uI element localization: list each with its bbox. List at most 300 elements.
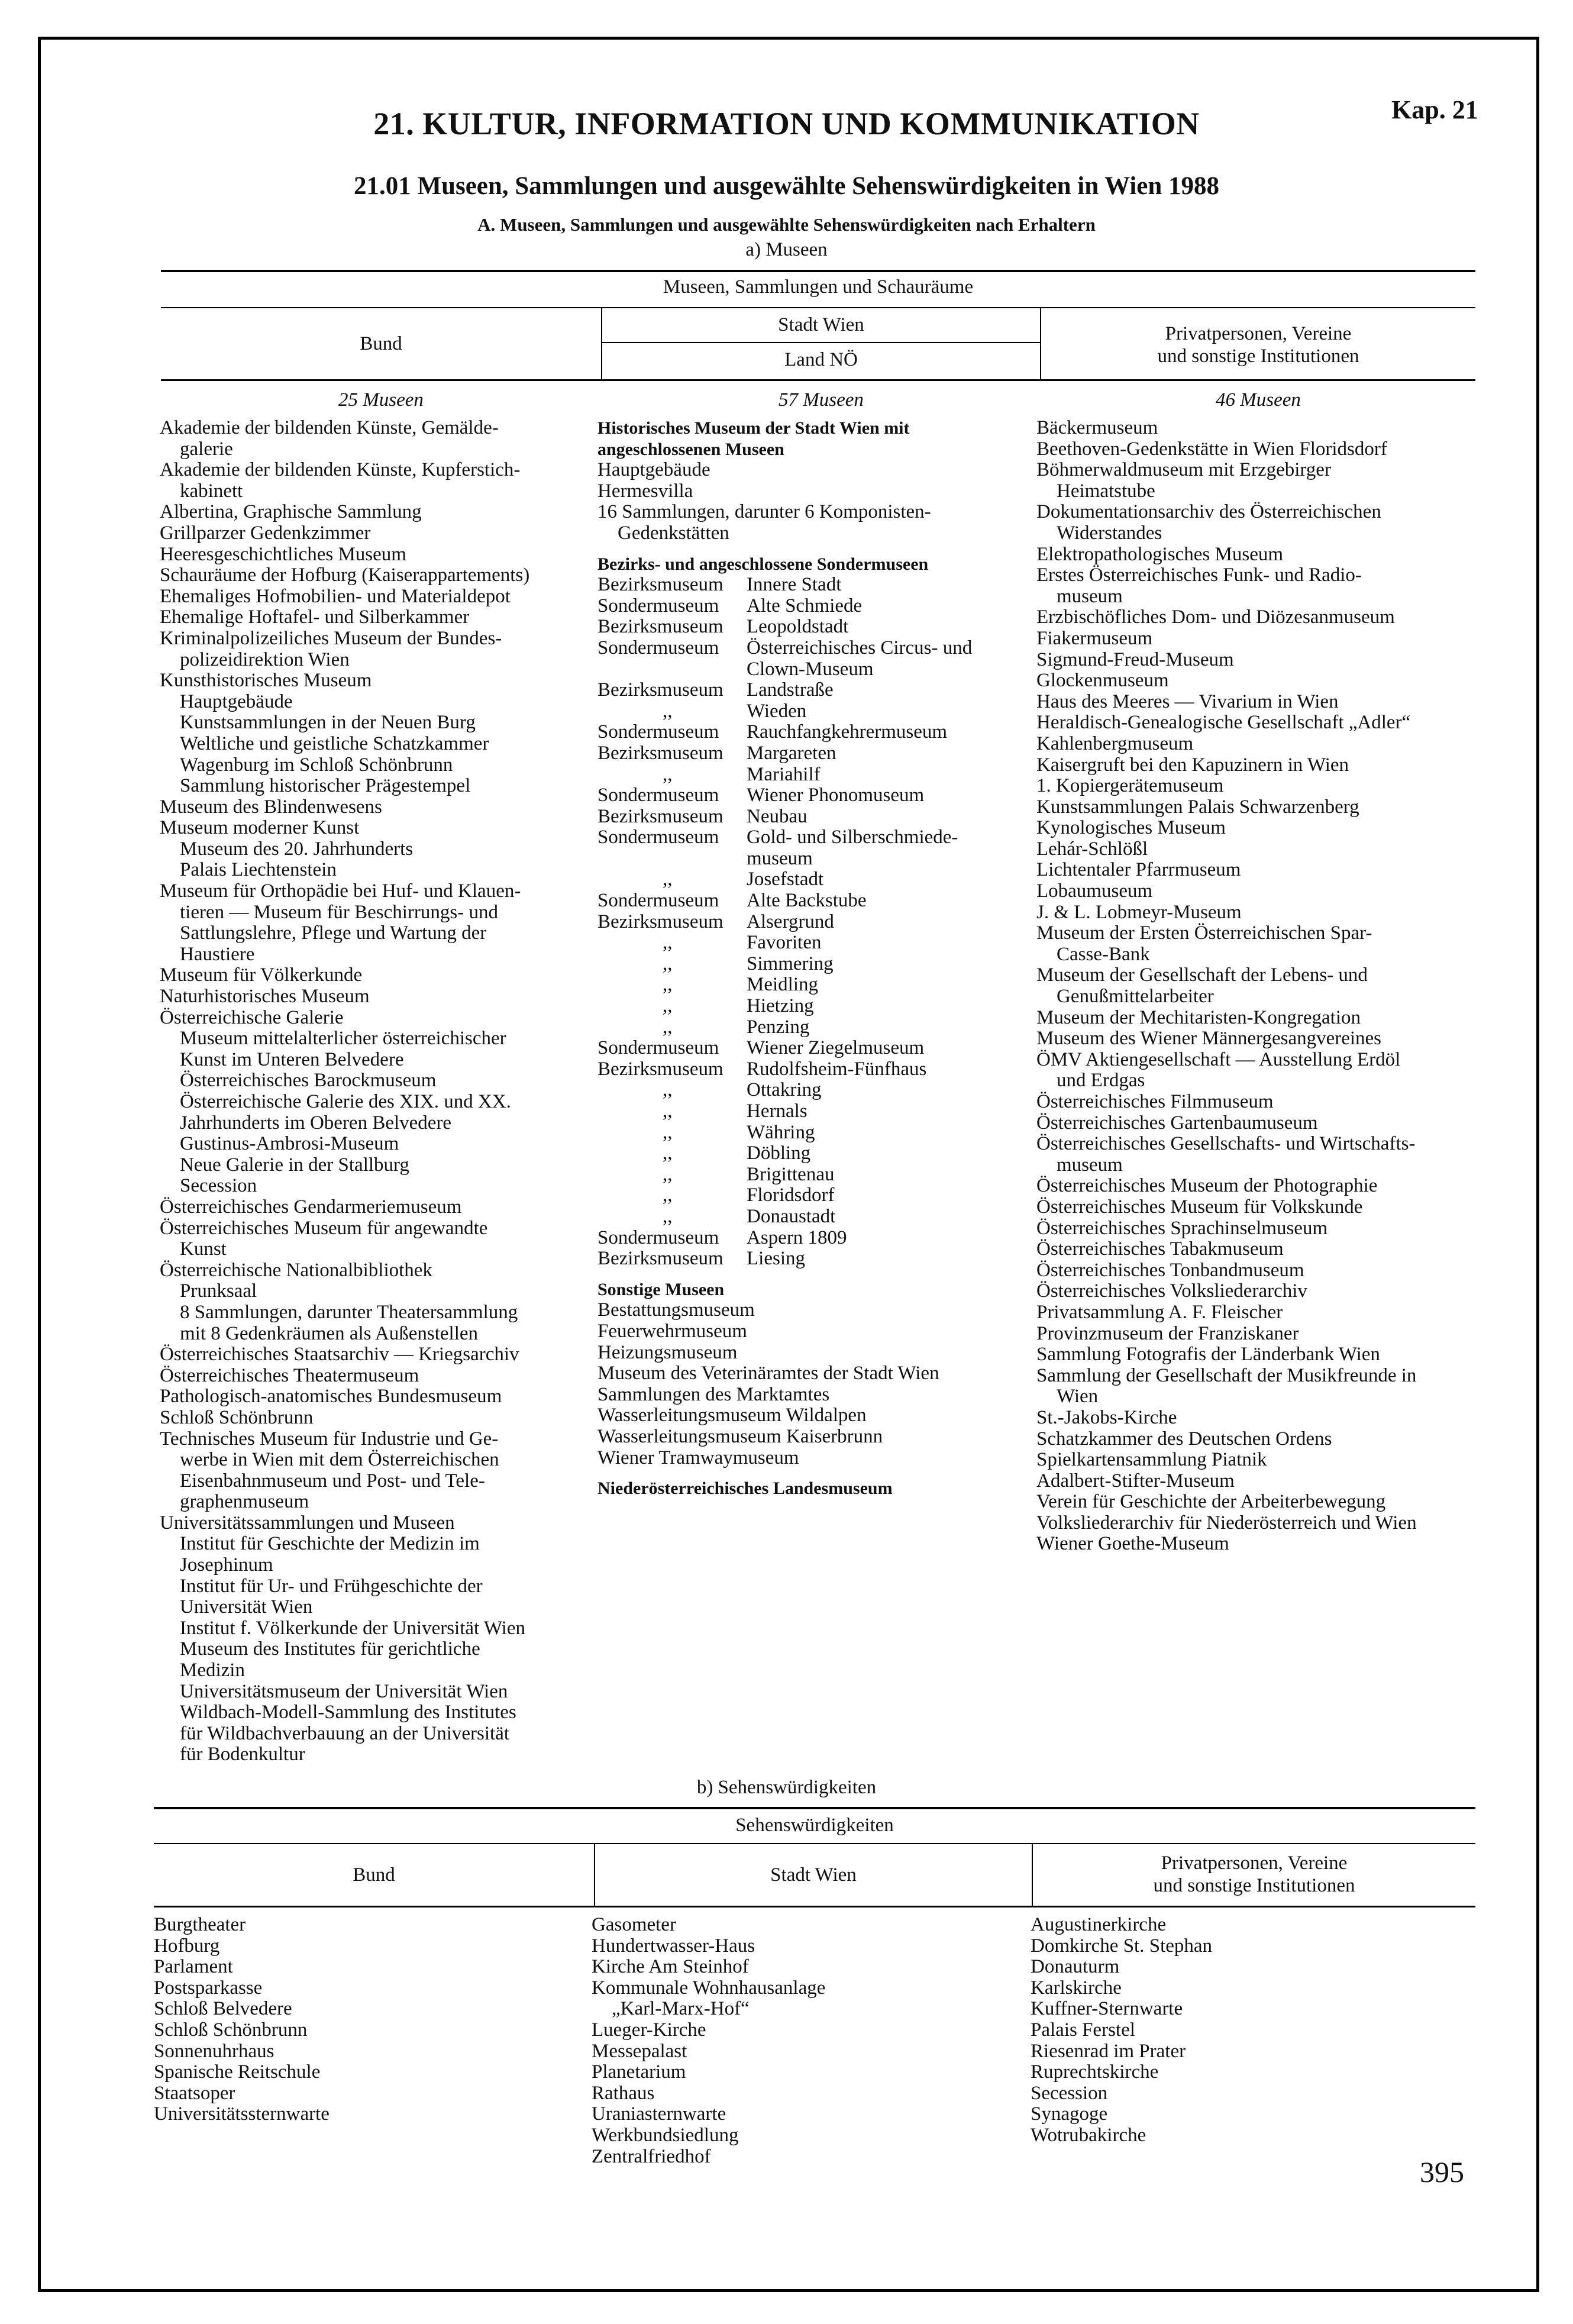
table-b-column-privat-line2: und sonstige Institutionen <box>1153 1875 1355 1896</box>
museum-type: Bezirksmuseum <box>597 1058 723 1080</box>
sight-entry: Staatsoper <box>154 2082 235 2104</box>
sight-entry: Planetarium <box>592 2061 686 2083</box>
ditto-mark: ,, <box>663 1121 673 1143</box>
museum-entry: Naturhistorisches Museum <box>160 986 370 1008</box>
museum-entry: Ehemalige Hoftafel- und Silberkammer <box>160 606 470 628</box>
museum-entry: Österreichisches Tabakmuseum <box>1036 1238 1284 1260</box>
column-header-privat <box>1041 322 1475 367</box>
museum-type: Sondermuseum <box>597 1037 719 1059</box>
museum-entry: museum <box>747 847 813 869</box>
museum-entry <box>597 1080 1040 1101</box>
museum-name: Alsergrund <box>747 911 834 932</box>
museum-entry: Österreichische Galerie <box>160 1006 344 1028</box>
sight-entry: Zentralfriedhof <box>592 2145 711 2167</box>
museum-name: Penzing <box>747 1016 810 1038</box>
museum-entry: Kunst <box>180 1238 227 1260</box>
museum-entry <box>597 1122 1040 1144</box>
museum-entry: Hauptgebäude <box>180 690 293 712</box>
museum-entry: Österreichisches Theatermuseum <box>160 1364 419 1386</box>
museum-entry <box>597 1248 1040 1270</box>
column-header-privat-line2: und sonstige Institutionen <box>1157 346 1359 367</box>
ditto-mark: ,, <box>663 953 673 974</box>
museum-name: Meidling <box>747 974 818 996</box>
sight-entry: „Karl-Marx-Hof“ <box>612 1998 750 2020</box>
sight-entry: Riesenrad im Prater <box>1031 2040 1186 2062</box>
museum-name: Aspern 1809 <box>747 1226 847 1248</box>
museum-type: Sondermuseum <box>597 827 719 848</box>
ditto-mark: ,, <box>663 1079 673 1101</box>
sight-entry: Universitätssternwarte <box>154 2103 330 2125</box>
museum-entry <box>597 1101 1040 1122</box>
table-b-header: Sehenswürdigkeiten <box>735 1815 894 1836</box>
museum-entry: Erstes Österreichisches Funk- und Radio- <box>1036 564 1362 586</box>
museum-entry: Österreichisches Museum für Volkskunde <box>1036 1196 1363 1218</box>
museum-entry: Heizungsmuseum <box>597 1341 738 1363</box>
column-header-land-noe: Land NÖ <box>784 349 858 370</box>
museum-entry: Kunstsammlungen in der Neuen Burg <box>180 712 476 734</box>
spacer <box>597 1270 1040 1279</box>
museum-entry: Medizin <box>180 1660 245 1681</box>
ditto-mark: ,, <box>663 1142 673 1164</box>
chapter-tag: Kap. 21 <box>1391 95 1478 124</box>
museum-entry: ÖMV Aktiengesellschaft — Ausstellung Erdöl <box>1036 1048 1401 1070</box>
museum-entry: Fiakermuseum <box>1036 627 1153 649</box>
museum-entry <box>597 574 1040 596</box>
museum-entry: Kunst im Unteren Belvedere <box>180 1048 404 1070</box>
museum-entry: Institut für Ur- und Frühgeschichte der <box>180 1575 483 1597</box>
sight-entry: Hundertwasser-Haus <box>592 1935 755 1957</box>
sight-entry: Uraniasternwarte <box>592 2103 726 2125</box>
museum-entry: Museum der Mechitaristen-Kongregation <box>1036 1006 1361 1028</box>
museum-entry: Haustiere <box>180 943 255 965</box>
museum-entry <box>597 701 1040 722</box>
museum-entry: Pathologisch-anatomisches Bundesmuseum <box>160 1386 502 1408</box>
museum-entry: 16 Sammlungen, darunter 6 Komponisten- <box>597 501 931 523</box>
museum-entry: Institut f. Völkerkunde der Universität Wien <box>180 1617 525 1639</box>
sight-entry: Burgtheater <box>154 1914 246 1935</box>
museum-entry: Österreichisches Volksliederarchiv <box>1036 1280 1307 1302</box>
museum-name: Leopoldstadt <box>747 616 849 638</box>
museum-entry: Widerstandes <box>1057 522 1162 544</box>
museum-entry: Museum des Wiener Männergesangvereines <box>1036 1028 1382 1050</box>
museum-type: Bezirksmuseum <box>597 679 723 701</box>
museum-entry: Akademie der bildenden Künste, Gemälde- <box>160 417 499 438</box>
museum-entry: Lobaumuseum <box>1036 880 1153 902</box>
museum-entry: Gedenkstätten <box>618 522 729 544</box>
sight-entry: Donauturm <box>1031 1956 1120 1978</box>
museum-entry: Genußmittelarbeiter <box>1057 986 1214 1008</box>
museum-entry: Kynologisches Museum <box>1036 817 1226 839</box>
ditto-mark: ,, <box>663 1163 673 1185</box>
museum-entry: Prunksaal <box>180 1280 257 1302</box>
sight-entry: Hofburg <box>154 1935 220 1957</box>
museum-entry: Erzbischöfliches Dom- und Diözesanmuseum <box>1036 606 1395 628</box>
museum-entry: Wiener Tramwaymuseum <box>597 1447 799 1468</box>
ditto-mark: ,, <box>663 1100 673 1122</box>
museum-entry <box>597 996 1040 1017</box>
museum-entry: Österreichische Galerie des XIX. und XX. <box>180 1091 511 1112</box>
museum-entry: Österreichisches Tonbandmuseum <box>1036 1259 1304 1281</box>
museum-entry: Museum für Orthopädie bei Huf- und Klauen- <box>160 880 521 902</box>
section-a-subtitle: a) Museen <box>745 239 828 260</box>
museum-name: Liesing <box>747 1248 805 1270</box>
museum-entry: Privatsammlung A. F. Fleischer <box>1036 1301 1283 1323</box>
museum-entry: Casse-Bank <box>1057 943 1150 965</box>
museum-entry <box>597 974 1040 996</box>
museum-entry: Schloß Schönbrunn <box>160 1406 314 1428</box>
sight-entry: Synagoge <box>1031 2103 1108 2125</box>
museum-entry: Ehemaliges Hofmobilien- und Materialdepot <box>160 585 511 607</box>
ditto-mark: ,, <box>663 995 673 1017</box>
museum-entry: Österreichisches Staatsarchiv — Kriegsarchiv <box>160 1344 519 1366</box>
museum-name: Rauchfangkehrermuseum <box>747 721 948 743</box>
museum-entry: Universitätssammlungen und Museen <box>160 1512 455 1534</box>
museum-entry: Lichtentaler Pfarrmuseum <box>1036 859 1241 881</box>
museum-entry: Grillparzer Gedenkzimmer <box>160 522 371 544</box>
museum-entry: Sammlung Fotografis der Länderbank Wien <box>1036 1344 1380 1366</box>
museum-entry: Dokumentationsarchiv des Österreichischen <box>1036 501 1381 523</box>
sight-entry: Sonnenuhrhaus <box>154 2040 274 2062</box>
museum-entry: Hauptgebäude <box>597 459 710 481</box>
museum-entry <box>597 785 1040 806</box>
museum-entry <box>597 806 1040 828</box>
museum-entry: Beethoven-Gedenkstätte in Wien Floridsdorf <box>1036 438 1387 460</box>
sight-entry: Augustinerkirche <box>1031 1914 1167 1935</box>
museum-name: Währing <box>747 1121 815 1143</box>
museum-entry: Museum des Institutes für gerichtliche <box>180 1638 480 1660</box>
museum-type: Bezirksmuseum <box>597 1248 723 1270</box>
sight-entry: Schloß Schönbrunn <box>154 2019 308 2041</box>
sight-entry: Messepalast <box>592 2040 687 2062</box>
museum-entry <box>597 912 1040 933</box>
museum-name: Donaustadt <box>747 1205 836 1227</box>
museum-name: Floridsdorf <box>747 1184 835 1206</box>
museum-type: Sondermuseum <box>597 637 719 659</box>
museum-entry: galerie <box>180 438 233 460</box>
sight-entry: Karlskirche <box>1031 1977 1122 1999</box>
spacer <box>597 1468 1040 1478</box>
museum-entry <box>597 932 1040 954</box>
ditto-mark: ,, <box>663 1205 673 1227</box>
museum-entry <box>597 1228 1040 1249</box>
group-heading: Historisches Museum der Stadt Wien mit <box>597 418 910 438</box>
ditto-mark: ,, <box>663 869 673 890</box>
museum-entry: Museum der Gesellschaft der Lebens- und <box>1036 964 1368 986</box>
museum-entry: polizeidirektion Wien <box>180 648 350 670</box>
museum-entry: Museum des 20. Jahrhunderts <box>180 838 414 860</box>
table-a-header: Museen, Sammlungen und Schauräume <box>663 276 974 298</box>
museum-name: Favoriten <box>747 932 822 954</box>
museum-entry <box>597 890 1040 912</box>
museum-entry: Heimatstube <box>1057 480 1155 502</box>
museum-list-stadt-wien <box>597 418 1040 1499</box>
museum-entry <box>597 1206 1040 1228</box>
sight-entry: Gasometer <box>592 1914 676 1935</box>
museum-entry <box>597 616 1040 638</box>
museum-name: Rudolfsheim-Fünfhaus <box>747 1058 927 1080</box>
museum-entry <box>597 722 1040 743</box>
sight-list-bund <box>154 1915 592 2125</box>
museum-entry: Sammlung historischer Prägestempel <box>180 775 471 797</box>
museum-entry: Österreichisches Sprachinselmuseum <box>1036 1217 1328 1239</box>
museum-name: Alte Backstube <box>747 890 867 912</box>
sight-entry: Kuffner-Sternwarte <box>1031 1998 1183 2020</box>
museum-entry: Kahlenbergmuseum <box>1036 732 1194 754</box>
museum-entry: Sammlungen des Marktamtes <box>597 1383 830 1405</box>
museum-entry: Bäckermuseum <box>1036 417 1158 438</box>
museum-entry <box>597 1017 1040 1038</box>
museum-entry <box>597 680 1040 701</box>
museum-entry: Wagenburg im Schloß Schönbrunn <box>180 754 453 776</box>
museum-type: Bezirksmuseum <box>597 805 723 827</box>
museum-type: Bezirksmuseum <box>597 574 723 596</box>
museum-list-bund <box>160 418 597 1765</box>
museum-name: Neubau <box>747 805 808 827</box>
museum-entry: Schauräume der Hofburg (Kaiserappartements) <box>160 564 530 586</box>
museum-entry <box>597 954 1040 975</box>
museum-entry: Secession <box>180 1175 257 1197</box>
museum-entry: für Wildbachverbauung an der Universität <box>180 1722 510 1744</box>
museum-entry: Museum des Veterinäramtes der Stadt Wien <box>597 1363 939 1384</box>
museum-entry: Österreichisches Museum für angewandte <box>160 1217 488 1239</box>
ditto-mark: ,, <box>663 932 673 954</box>
ditto-mark: ,, <box>663 1016 673 1038</box>
museum-name: Hernals <box>747 1100 808 1122</box>
museum-entry: Kaisergruft bei den Kapuzinern in Wien <box>1036 754 1349 776</box>
table-b-header-bottom-rule <box>154 1906 1475 1907</box>
museum-entry <box>597 827 1040 848</box>
museum-entry: 1. Kopiergerätemuseum <box>1036 775 1224 797</box>
museum-type: Bezirksmuseum <box>597 742 723 764</box>
spacer <box>597 544 1040 554</box>
museum-entry: Museum der Ersten Österreichischen Spar- <box>1036 922 1372 944</box>
sight-entry: Postsparkasse <box>154 1977 263 1999</box>
table-a-sub-rule <box>602 342 1040 343</box>
museum-entry: Kunsthistorisches Museum <box>160 670 372 692</box>
museum-entry <box>597 1164 1040 1186</box>
museum-type: Sondermuseum <box>597 595 719 616</box>
museum-entry: Neue Galerie in der Stallburg <box>180 1154 409 1176</box>
museum-entry: Kunstsammlungen Palais Schwarzenberg <box>1036 796 1359 818</box>
sight-entry: Palais Ferstel <box>1031 2019 1135 2041</box>
sight-entry: Rathaus <box>592 2082 655 2104</box>
museum-name: Alte Schmiede <box>747 595 863 616</box>
museum-name: Wiener Ziegelmuseum <box>747 1037 925 1059</box>
museum-entry: Lehár-Schlößl <box>1036 838 1148 860</box>
museum-entry <box>597 869 1040 890</box>
museum-entry: St.-Jakobs-Kirche <box>1036 1406 1177 1428</box>
chapter-title: 21. KULTUR, INFORMATION UND KOMMUNIKATION <box>373 106 1200 141</box>
sight-entry: Lueger-Kirche <box>592 2019 706 2041</box>
museum-name: Wieden <box>747 700 807 722</box>
museum-entry <box>597 1185 1040 1206</box>
museum-entry: Heraldisch-Genealogische Gesellschaft „Adler“ <box>1036 712 1411 734</box>
museum-entry: Palais Liechtenstein <box>180 859 337 881</box>
museum-name: Josefstadt <box>747 869 824 890</box>
count-privat: 46 Museen <box>1216 389 1301 411</box>
museum-entry <box>597 764 1040 786</box>
museum-entry: Österreichisches Gartenbaumuseum <box>1036 1112 1318 1134</box>
museum-entry: Kriminalpolizeiliches Museum der Bundes- <box>160 627 502 649</box>
museum-entry: Feuerwehrmuseum <box>597 1320 747 1342</box>
count-stadt: 57 Museen <box>779 389 864 411</box>
museum-entry: Clown-Museum <box>747 658 874 680</box>
museum-entry: Böhmerwaldmuseum mit Erzgebirger <box>1036 459 1331 481</box>
museum-name: Brigittenau <box>747 1163 835 1185</box>
sight-entry: Parlament <box>154 1956 233 1978</box>
column-header-stadt-wien: Stadt Wien <box>778 314 864 335</box>
sight-entry: Kirche Am Steinhof <box>592 1956 749 1978</box>
museum-entry <box>597 743 1040 764</box>
museum-type: Sondermuseum <box>597 890 719 912</box>
museum-entry <box>597 638 1040 659</box>
museum-entry: Glockenmuseum <box>1036 670 1169 692</box>
museum-entry: Museum moderner Kunst <box>160 817 360 839</box>
museum-name: Margareten <box>747 742 836 764</box>
museum-entry: 8 Sammlungen, darunter Theatersammlung <box>180 1301 518 1323</box>
museum-name: Mariahilf <box>747 763 821 785</box>
museum-entry: Haus des Meeres — Vivarium in Wien <box>1036 690 1339 712</box>
museum-entry-noe: Niederösterreichisches Landesmuseum <box>597 1479 893 1499</box>
museum-name: Ottakring <box>747 1079 822 1101</box>
museum-name: Wiener Phonomuseum <box>747 785 925 806</box>
museum-entry: Hermesvilla <box>597 480 693 502</box>
page-number: 395 <box>1420 2155 1464 2189</box>
museum-entry: Österreichisches Museum der Photographie <box>1036 1175 1378 1197</box>
table-title: 21.01 Museen, Sammlungen und ausgewählte Sehenswürdigkeiten in Wien 1988 <box>353 172 1220 200</box>
section-b-title: b) Sehenswürdigkeiten <box>696 1777 877 1798</box>
museum-entry: Volksliederarchiv für Niederösterreich und Wien <box>1036 1512 1417 1534</box>
museum-entry: tieren — Museum für Beschirrungs- und <box>180 901 498 923</box>
ditto-mark: ,, <box>663 974 673 996</box>
ditto-mark: ,, <box>663 700 673 722</box>
museum-entry <box>597 596 1040 617</box>
ditto-mark: ,, <box>663 763 673 785</box>
museum-entry: kabinett <box>180 480 243 502</box>
museum-entry: Verein für Geschichte der Arbeiterbewegung <box>1036 1491 1386 1513</box>
museum-name: Gold- und Silberschmiede- <box>747 827 958 848</box>
table-a-top-rule <box>161 270 1475 272</box>
section-a-title: A. Museen, Sammlungen und ausgewählte Sehenswürdigkeiten nach Erhaltern <box>477 214 1096 235</box>
museum-entry: J. & L. Lobmeyr-Museum <box>1036 901 1242 923</box>
museum-entry: Albertina, Graphische Sammlung <box>160 501 422 523</box>
museum-entry: Österreichische Nationalbibliothek <box>160 1259 432 1281</box>
sight-entry: Ruprechtskirche <box>1031 2061 1159 2083</box>
museum-type: Sondermuseum <box>597 721 719 743</box>
museum-entry <box>597 1143 1040 1164</box>
museum-entry: Sigmund-Freud-Museum <box>1036 648 1234 670</box>
sight-entry: Werkbundsiedlung <box>592 2124 739 2146</box>
table-b-column-stadt: Stadt Wien <box>770 1864 857 1886</box>
table-b-column-bund: Bund <box>353 1864 395 1886</box>
museum-entry: Elektropathologisches Museum <box>1036 543 1284 565</box>
table-b-column-privat-line1: Privatpersonen, Vereine <box>1161 1852 1348 1874</box>
museum-entry: Sammlung der Gesellschaft der Musikfreunde in <box>1036 1364 1417 1386</box>
sight-entry: Domkirche St. Stephan <box>1031 1935 1213 1957</box>
museum-entry: Österreichisches Barockmuseum <box>180 1070 437 1092</box>
museum-entry: Wasserleitungsmuseum Kaiserbrunn <box>597 1425 883 1447</box>
museum-entry: Institut für Geschichte der Medizin im <box>180 1533 480 1555</box>
museum-entry: mit 8 Gedenkräumen als Außenstellen <box>180 1322 479 1344</box>
museum-name: Innere Stadt <box>747 574 842 596</box>
museum-entry: Wiener Goethe-Museum <box>1036 1533 1229 1555</box>
sight-list-privat <box>1031 1915 1474 2147</box>
museum-entry: Museum des Blindenwesens <box>160 796 382 818</box>
museum-name: Döbling <box>747 1142 811 1164</box>
museum-entry <box>597 1059 1040 1080</box>
museum-entry: Akademie der bildenden Künste, Kupferstich- <box>160 459 521 481</box>
sight-entry: Spanische Reitschule <box>154 2061 321 2083</box>
museum-entry: Wien <box>1057 1386 1099 1408</box>
column-header-privat-line1: Privatpersonen, Vereine <box>1165 323 1352 344</box>
museum-entry: graphenmuseum <box>180 1491 309 1513</box>
museum-entry: für Bodenkultur <box>180 1744 305 1765</box>
museum-entry: Wildbach-Modell-Sammlung des Institutes <box>180 1702 516 1723</box>
museum-entry: Adalbert-Stifter-Museum <box>1036 1470 1235 1492</box>
museum-entry: Spielkartensammlung Piatnik <box>1036 1449 1267 1471</box>
sight-entry: Secession <box>1031 2082 1108 2104</box>
group-heading: Bezirks- und angeschlossene Sondermuseen <box>597 554 929 574</box>
museum-entry: Josephinum <box>180 1554 273 1576</box>
sight-entry: Kommunale Wohnhausanlage <box>592 1977 826 1999</box>
museum-entry: Universitätsmuseum der Universität Wien <box>180 1680 508 1702</box>
museum-type: Bezirksmuseum <box>597 616 723 638</box>
museum-name: Hietzing <box>747 995 814 1017</box>
museum-entry: Universität Wien <box>180 1596 313 1618</box>
table-a-header-rule <box>161 307 1475 308</box>
museum-entry: Provinzmuseum der Franziskaner <box>1036 1322 1299 1344</box>
museum-entry: Österreichisches Filmmuseum <box>1036 1091 1274 1112</box>
museum-entry: und Erdgas <box>1057 1070 1145 1092</box>
column-header-bund: Bund <box>360 333 402 354</box>
museum-entry: Sattlungslehre, Pflege und Wartung der <box>180 922 487 944</box>
museum-entry: Bestattungsmuseum <box>597 1299 755 1321</box>
sight-entry: Wotrubakirche <box>1031 2124 1146 2146</box>
museum-entry: Österreichisches Gendarmeriemuseum <box>160 1196 462 1218</box>
museum-entry: museum <box>1057 585 1123 607</box>
count-bund: 25 Museen <box>338 389 424 411</box>
museum-entry: museum <box>1057 1154 1123 1176</box>
museum-list-privat <box>1036 418 1475 1555</box>
museum-entry: werbe in Wien mit dem Österreichischen <box>180 1449 499 1471</box>
table-a-header-bottom-rule <box>161 379 1475 381</box>
museum-entry: Museum mittelalterlicher österreichischer <box>180 1028 506 1050</box>
group-heading: angeschlossenen Museen <box>597 439 784 459</box>
museum-entry <box>597 1038 1040 1059</box>
museum-entry: Wasserleitungsmuseum Wildalpen <box>597 1405 867 1426</box>
museum-type: Sondermuseum <box>597 1226 719 1248</box>
table-b-header-rule <box>154 1843 1475 1844</box>
museum-type: Sondermuseum <box>597 785 719 806</box>
museum-name: Simmering <box>747 953 834 974</box>
museum-name: Österreichisches Circus- und <box>747 637 973 659</box>
museum-entry: Weltliche und geistliche Schatzkammer <box>180 732 489 754</box>
museum-entry: Schatzkammer des Deutschen Ordens <box>1036 1428 1332 1450</box>
museum-entry: Österreichisches Gesellschafts- und Wirtschafts- <box>1036 1133 1416 1155</box>
museum-entry: Technisches Museum für Industrie und Ge- <box>160 1428 499 1450</box>
museum-entry: Gustinus-Ambrosi-Museum <box>180 1133 399 1155</box>
museum-entry: Jahrhunderts im Oberen Belvedere <box>180 1112 452 1134</box>
table-b-top-rule <box>154 1807 1475 1809</box>
sight-list-stadt-wien <box>592 1915 1029 2167</box>
ditto-mark: ,, <box>663 1184 673 1206</box>
sight-entry: Schloß Belvedere <box>154 1998 292 2020</box>
table-b-column-privat <box>1033 1852 1475 1897</box>
museum-entry: Eisenbahnmuseum und Post- und Tele- <box>180 1470 485 1492</box>
museum-entry: Heeresgeschichtliches Museum <box>160 543 406 565</box>
museum-name: Landstraße <box>747 679 834 701</box>
museum-entry: Museum für Völkerkunde <box>160 964 363 986</box>
